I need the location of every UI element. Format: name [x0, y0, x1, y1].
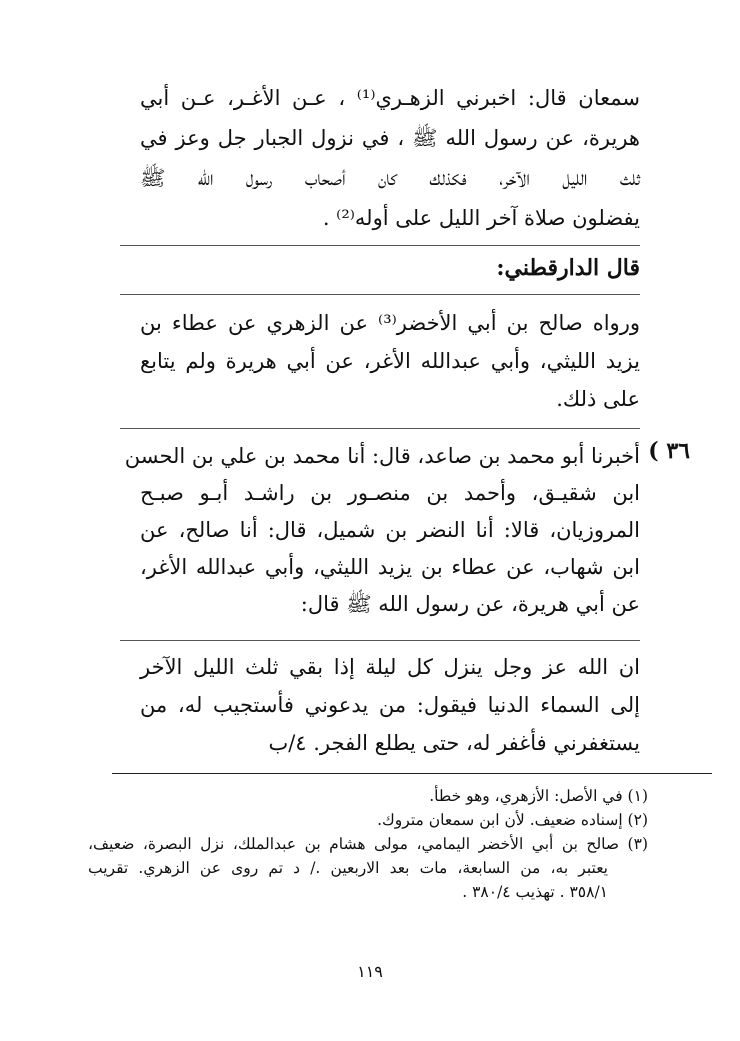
paragraph-3	[124, 438, 640, 623]
text-line: هريرة، عن رسول الله ﷺ ، في نزول الجبار جل وعز في	[140, 126, 640, 150]
page-number: ١١٩	[357, 962, 383, 981]
text-line: ابن شهاب، عن عطاء بن يزيد الليثي، وأبي عبدالله الأغر،	[140, 555, 640, 579]
text-line: ثلث الليل الآخر، فكذلك كان أصحاب رسول الله ﷺ	[140, 166, 640, 190]
section-divider	[120, 245, 640, 246]
text-line: سمعان قال: اخبرني الزهـري⁽¹⁾ ، عـن الأغـر، عـن أبي	[140, 86, 640, 110]
text-line: يفضلون صلاة آخر الليل على أوله⁽²⁾ .	[322, 206, 640, 230]
text-line: أخبرنا أبو محمد بن صاعد، قال: أنا محمد بن علي بن الحسن	[124, 444, 640, 468]
text-line: على ذلك.	[556, 387, 640, 411]
paragraph-1	[140, 78, 640, 238]
section-divider	[120, 428, 640, 429]
text-line: المروزيان، قالا: أنا النضر بن شميل، قال: أنا صالح، عن	[140, 518, 640, 542]
section-heading	[140, 252, 640, 284]
paragraph-4	[140, 648, 640, 762]
text-line: ان الله عز وجل ينزل كل ليلة إذا بقي ثلث الليل الآخر	[140, 655, 640, 679]
section-divider	[120, 640, 640, 641]
paragraph-2	[140, 304, 640, 418]
footnote-3-cont: ٣٥٨/١ . تهذيب ٣٨٠/٤ .	[462, 883, 608, 901]
section-divider	[120, 294, 640, 295]
text-line: يستغفرني فأغفر له، حتى يطلع الفجر. ٤/ب	[268, 731, 640, 755]
text-line: عن أبي هريرة، عن رسول الله ﷺ قال:	[300, 592, 640, 616]
footnote-1: (١) في الأصل: الأزهري، وهو خطأ.	[429, 787, 648, 805]
footnotes	[88, 784, 648, 904]
hadith-number: ٣٦ )	[648, 438, 690, 464]
text-line: يزيد الليثي، وأبي عبدالله الأغر، عن أبي هريرة ولم يتابع	[140, 349, 640, 373]
text-line: إلى السماء الدنيا فيقول: من يدعوني فأستجيب له، من	[140, 693, 640, 717]
footnote-2: (٢) إسناده ضعيف. لأن ابن سمعان متروك.	[377, 811, 648, 829]
footnote-rule	[112, 773, 712, 774]
text-line: ورواه صالح بن أبي الأخضر⁽³⁾ عن الزهري عن عطاء بن	[140, 311, 640, 335]
text-line: ابن شقيـق، وأحمد بن منصـور بن راشـد أبـو صبـح	[140, 481, 640, 505]
heading-daraqutni: قال الدارقطني:	[496, 255, 640, 281]
footnote-3-cont: يعتبر به، من السابعة، مات بعد الاربعين ./ د تم روى عن الزهري. تقريب	[88, 859, 608, 877]
footnote-3: (٣) صالح بن أبي الأخضر اليمامي، مولى هشام بن عبدالملك، نزل البصرة، ضعيف،	[88, 835, 648, 853]
